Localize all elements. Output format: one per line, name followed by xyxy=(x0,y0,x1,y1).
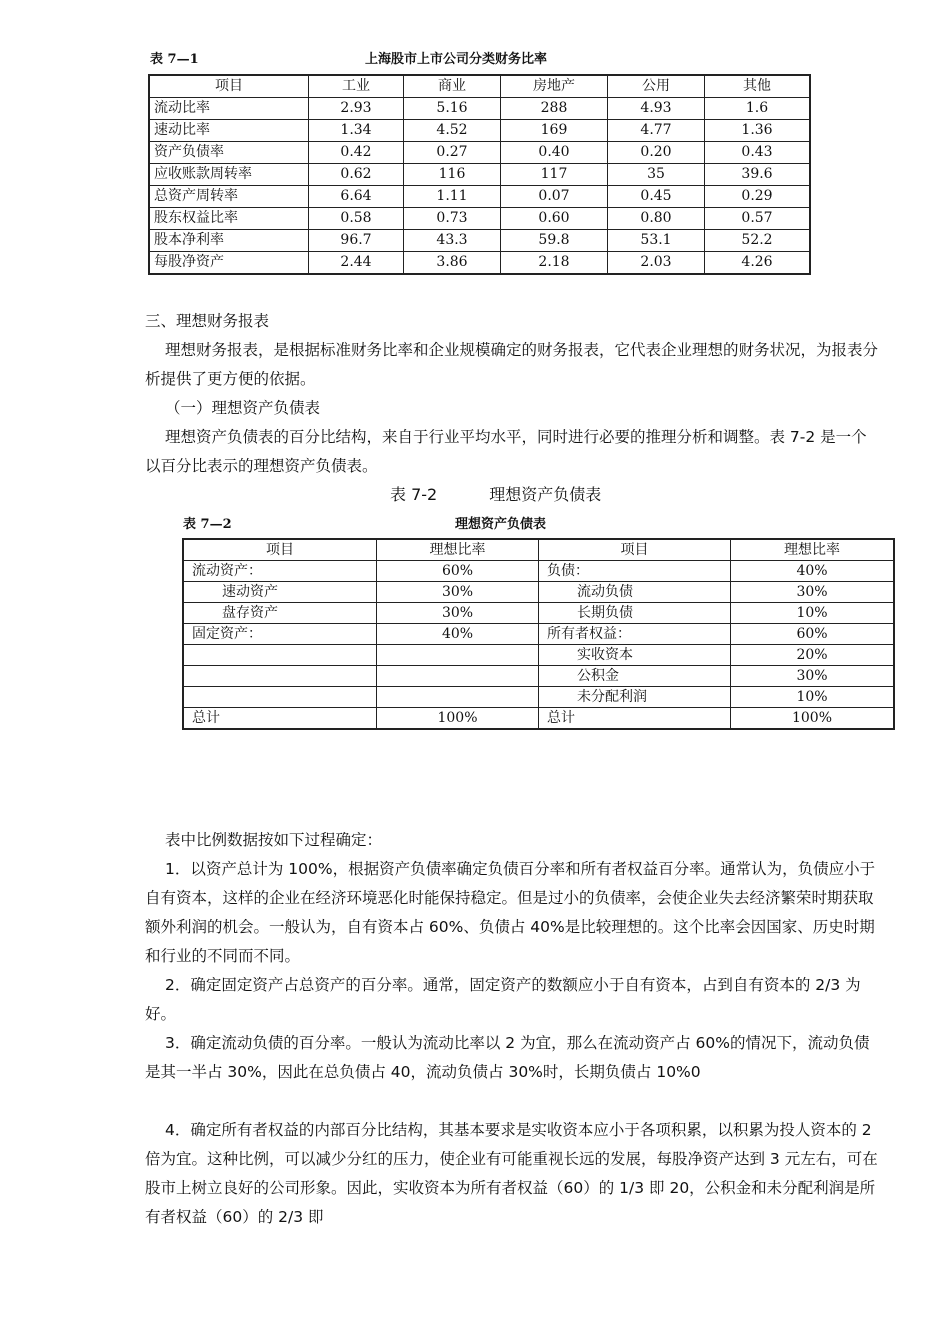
process-item-3: 3．确定流动负债的百分率。一般认为流动比率以 2 为宜，那么在流动资产占 60%的情况下，流动负债是其一半占 30%，因此在总负债占 40，流动负债占 30%时，长期负债占 10%0 xyxy=(145,1034,870,1081)
table-7-2-label: 表 7—2 xyxy=(183,517,232,532)
item-cell xyxy=(183,645,377,666)
value-cell: 0.62 xyxy=(309,164,404,186)
ratio-cell xyxy=(377,666,539,687)
header-cell: 项目 xyxy=(149,75,309,98)
item-cell: 盘存资产 xyxy=(183,603,377,624)
row-label-cell: 股东权益比率 xyxy=(149,208,309,230)
header-cell: 工业 xyxy=(309,75,404,98)
value-cell: 53.1 xyxy=(608,230,705,252)
row-label-cell: 速动比率 xyxy=(149,120,309,142)
table-row xyxy=(183,624,894,645)
table-7-2-title: 理想资产负债表 xyxy=(455,517,547,532)
table-7-2-heading-label: 表 7-2 xyxy=(390,485,438,504)
item-cell: 实收资本 xyxy=(539,645,731,666)
value-cell: 288 xyxy=(501,98,608,120)
section-heading: 三、理想财务报表 xyxy=(145,312,270,330)
value-cell: 1.6 xyxy=(705,98,811,120)
value-cell: 43.3 xyxy=(404,230,501,252)
ratio-cell: 10% xyxy=(731,687,895,708)
value-cell: 3.86 xyxy=(404,252,501,275)
ratio-cell: 40% xyxy=(377,624,539,645)
header-cell: 房地产 xyxy=(501,75,608,98)
table-row xyxy=(149,120,810,142)
value-cell: 1.11 xyxy=(404,186,501,208)
row-label-cell: 股本净利率 xyxy=(149,230,309,252)
table-row xyxy=(149,186,810,208)
value-cell: 0.42 xyxy=(309,142,404,164)
table-7-2 xyxy=(182,538,895,730)
header-cell: 理想比率 xyxy=(377,539,539,561)
process-intro: 表中比例数据按如下过程确定： xyxy=(165,831,383,849)
value-cell: 0.43 xyxy=(705,142,811,164)
value-cell: 117 xyxy=(501,164,608,186)
process-item-2: 2．确定固定资产占总资产的百分率。通常，固定资产的数额应小于自有资本，占到自有资本的 2/3 为好。 xyxy=(145,976,861,1023)
table-row xyxy=(183,603,894,624)
ratio-cell: 60% xyxy=(377,561,539,582)
value-cell: 116 xyxy=(404,164,501,186)
subsection-intro: 理想资产负债表的百分比结构，来自于行业平均水平，同时进行必要的推理分析和调整。表 7-2 是一个以百分比表示的理想资产负债表。 xyxy=(145,428,867,475)
table-row xyxy=(183,687,894,708)
item-cell: 总计 xyxy=(539,708,731,730)
value-cell: 4.26 xyxy=(705,252,811,275)
value-cell: 2.93 xyxy=(309,98,404,120)
value-cell: 2.18 xyxy=(501,252,608,275)
value-cell: 0.40 xyxy=(501,142,608,164)
section-intro: 理想财务报表，是根据标准财务比率和企业规模确定的财务报表，它代表企业理想的财务状况，为报表分析提供了更方便的依据。 xyxy=(145,341,879,388)
table-row xyxy=(149,230,810,252)
ratio-cell: 60% xyxy=(731,624,895,645)
value-cell: 0.60 xyxy=(501,208,608,230)
header-cell: 其他 xyxy=(705,75,811,98)
value-cell: 0.20 xyxy=(608,142,705,164)
item-cell: 流动负债 xyxy=(539,582,731,603)
process-item-4: 4．确定所有者权益的内部百分比结构，其基本要求是实收资本应小于各项积累，以积累为投人资本的 2 倍为宜。这种比例，可以减少分红的压力，使企业有可能重视长远的发展，每股净资产达到 3 元左右，可在股市上树立良好的公司形象。因此，实收资本为所有者权益（60）的 1/3 即 20，公积金和未分配利润是所有者权益（60）的 2/3 即 xyxy=(145,1121,878,1226)
table-row xyxy=(183,582,894,603)
value-cell: 4.77 xyxy=(608,120,705,142)
table-7-1-title: 上海股市上市公司分类财务比率 xyxy=(365,52,548,67)
value-cell: 0.57 xyxy=(705,208,811,230)
table-row xyxy=(149,208,810,230)
value-cell: 0.29 xyxy=(705,186,811,208)
item-cell: 长期负债 xyxy=(539,603,731,624)
ratio-cell: 40% xyxy=(731,561,895,582)
value-cell: 4.52 xyxy=(404,120,501,142)
ratio-cell: 30% xyxy=(377,582,539,603)
value-cell: 0.80 xyxy=(608,208,705,230)
item-cell: 负债： xyxy=(539,561,731,582)
ratio-cell xyxy=(377,645,539,666)
subsection-heading: （一）理想资产负债表 xyxy=(165,399,321,417)
row-label-cell: 每股净资产 xyxy=(149,252,309,275)
value-cell: 2.03 xyxy=(608,252,705,275)
table-7-1-label: 表 7—1 xyxy=(150,52,199,67)
row-label-cell: 应收账款周转率 xyxy=(149,164,309,186)
value-cell: 52.2 xyxy=(705,230,811,252)
item-cell: 所有者权益： xyxy=(539,624,731,645)
row-label-cell: 总资产周转率 xyxy=(149,186,309,208)
ratio-cell xyxy=(377,687,539,708)
ratio-cell: 30% xyxy=(377,603,539,624)
row-label-cell: 流动比率 xyxy=(149,98,309,120)
table-row xyxy=(149,142,810,164)
value-cell: 5.16 xyxy=(404,98,501,120)
table-header-row xyxy=(149,75,810,98)
item-cell: 公积金 xyxy=(539,666,731,687)
item-cell: 固定资产： xyxy=(183,624,377,645)
header-cell: 商业 xyxy=(404,75,501,98)
ratio-cell: 10% xyxy=(731,603,895,624)
table-row xyxy=(149,164,810,186)
item-cell xyxy=(183,687,377,708)
ratio-cell: 20% xyxy=(731,645,895,666)
value-cell: 96.7 xyxy=(309,230,404,252)
table-row xyxy=(183,708,894,730)
value-cell: 0.73 xyxy=(404,208,501,230)
item-cell xyxy=(183,666,377,687)
table-row xyxy=(149,98,810,120)
value-cell: 35 xyxy=(608,164,705,186)
value-cell: 1.36 xyxy=(705,120,811,142)
process-item-1: 1．以资产总计为 100%，根据资产负债率确定负债百分率和所有者权益百分率。通常认为，负债应小于自有资本，这样的企业在经济环境恶化时能保持稳定。但是过小的负债率，会使企业失去经济繁荣时期获取额外利润的机会。一般认为，自有资本占 60%、负债占 40%是比较理想的。这个比率会因国家、历史时期和行业的不同而不同。 xyxy=(145,860,876,965)
table-row xyxy=(183,645,894,666)
value-cell: 0.07 xyxy=(501,186,608,208)
table-row xyxy=(183,561,894,582)
ratio-cell: 100% xyxy=(377,708,539,730)
value-cell: 0.58 xyxy=(309,208,404,230)
value-cell: 39.6 xyxy=(705,164,811,186)
value-cell: 0.45 xyxy=(608,186,705,208)
table-7-2-heading xyxy=(390,482,653,505)
value-cell: 6.64 xyxy=(309,186,404,208)
value-cell: 0.27 xyxy=(404,142,501,164)
value-cell: 2.44 xyxy=(309,252,404,275)
item-cell: 未分配利润 xyxy=(539,687,731,708)
table-7-2-heading-title: 理想资产负债表 xyxy=(489,485,602,504)
value-cell: 1.34 xyxy=(309,120,404,142)
item-cell: 流动资产： xyxy=(183,561,377,582)
table-7-1 xyxy=(148,74,811,275)
row-label-cell: 资产负债率 xyxy=(149,142,309,164)
item-cell: 速动资产 xyxy=(183,582,377,603)
value-cell: 169 xyxy=(501,120,608,142)
ratio-cell: 100% xyxy=(731,708,895,730)
header-cell: 项目 xyxy=(183,539,377,561)
value-cell: 4.93 xyxy=(608,98,705,120)
header-cell: 项目 xyxy=(539,539,731,561)
item-cell: 总计 xyxy=(183,708,377,730)
table-row xyxy=(183,666,894,687)
table-header-row xyxy=(183,539,894,561)
ratio-cell: 30% xyxy=(731,582,895,603)
ratio-cell: 30% xyxy=(731,666,895,687)
header-cell: 公用 xyxy=(608,75,705,98)
value-cell: 59.8 xyxy=(501,230,608,252)
table-row xyxy=(149,252,810,275)
header-cell: 理想比率 xyxy=(731,539,895,561)
